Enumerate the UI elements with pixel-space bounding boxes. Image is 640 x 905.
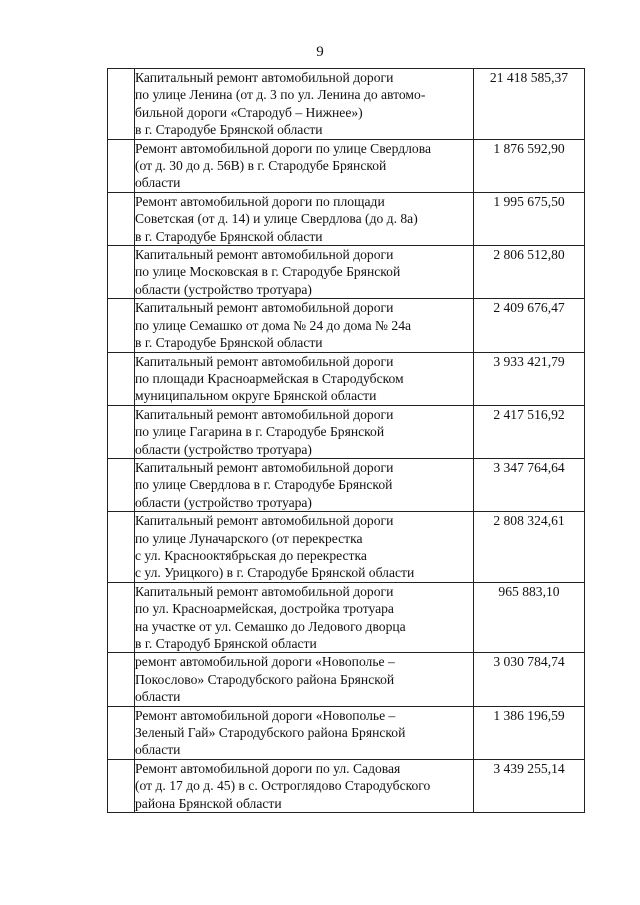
description-cell: [135, 246, 474, 299]
row-number-cell: [108, 69, 135, 140]
row-number-cell: [108, 759, 135, 812]
description-line: Капитальный ремонт автомобильной дороги: [135, 459, 394, 475]
description-line: муниципальном округе Брянской области: [135, 388, 377, 404]
amount-cell: 1 995 675,50: [474, 192, 585, 245]
description-line: по площади Красноармейская в Стародубском: [135, 370, 404, 386]
row-number-cell: [108, 299, 135, 352]
row-number-cell: [108, 192, 135, 245]
description-cell: [135, 653, 474, 706]
row-number-cell: [108, 458, 135, 511]
description-line: Капитальный ремонт автомобильной дороги: [135, 583, 394, 599]
amount-cell: 2 409 676,47: [474, 299, 585, 352]
description-line: в г. Стародуб Брянской области: [135, 636, 317, 651]
description-cell: [135, 352, 474, 405]
description-line: (от д. 17 до д. 45) в с. Остроглядово Стародубского: [135, 778, 431, 794]
description-cell: [135, 139, 474, 192]
row-number-cell: [108, 139, 135, 192]
row-number-cell: [108, 246, 135, 299]
description-line: Капитальный ремонт автомобильной дороги: [135, 300, 394, 316]
description-line: Ремонт автомобильной дороги по ул. Садовая: [135, 760, 401, 776]
amount-cell: 1 386 196,59: [474, 706, 585, 759]
table-row: [108, 299, 585, 352]
description-line: Капитальный ремонт автомобильной дороги: [135, 406, 394, 422]
description-line: Ремонт автомобильной дороги по улице Свердлова: [135, 140, 431, 156]
table-row: [108, 653, 585, 706]
description-cell: [135, 192, 474, 245]
description-line: области (устройство тротуара): [135, 494, 312, 510]
row-number-cell: [108, 512, 135, 583]
amount-cell: 3 439 255,14: [474, 759, 585, 812]
description-line: по улице Гагарина в г. Стародубе Брянской: [135, 424, 385, 440]
description-cell: [135, 759, 474, 812]
description-line: по ул. Красноармейская, достройка тротуара: [135, 601, 394, 617]
amount-cell: 21 418 585,37: [474, 69, 585, 140]
description-line: по улице Ленина (от д. 3 по ул. Ленина до автомо-: [135, 87, 426, 103]
description-line: Капитальный ремонт автомобильной дороги: [135, 70, 394, 85]
amount-cell: 2 806 512,80: [474, 246, 585, 299]
description-line: Советская (от д. 14) и улице Свердлова (до д. 8а): [135, 211, 418, 227]
row-number-cell: [108, 582, 135, 653]
table-row: [108, 582, 585, 653]
amount-cell: 2 417 516,92: [474, 405, 585, 458]
description-cell: [135, 458, 474, 511]
description-cell: [135, 582, 474, 653]
description-line: Капитальный ремонт автомобильной дороги: [135, 247, 394, 263]
description-line: Капитальный ремонт автомобильной дороги: [135, 353, 394, 369]
description-line: по улице Свердлова в г. Стародубе Брянской: [135, 477, 393, 493]
description-cell: [135, 405, 474, 458]
description-line: области: [135, 689, 181, 705]
description-line: Ремонт автомобильной дороги «Новополье –: [135, 707, 396, 723]
amount-cell: 965 883,10: [474, 582, 585, 653]
description-cell: [135, 512, 474, 583]
description-line: с ул. Краснооктябрьская до перекрестка: [135, 547, 367, 563]
description-line: по улице Луначарского (от перекрестка: [135, 530, 363, 546]
amount-cell: 3 347 764,64: [474, 458, 585, 511]
table-row: [108, 352, 585, 405]
table-row: [108, 706, 585, 759]
page-number: 9: [316, 44, 324, 60]
table-row: [108, 458, 585, 511]
description-line: с ул. Урицкого) в г. Стародубе Брянской области: [135, 565, 415, 581]
description-cell: [135, 299, 474, 352]
table-row: [108, 759, 585, 812]
table-row: [108, 405, 585, 458]
amount-cell: 3 030 784,74: [474, 653, 585, 706]
description-line: ремонт автомобильной дороги «Новополье –: [135, 654, 395, 670]
table-row: [108, 192, 585, 245]
row-number-cell: [108, 706, 135, 759]
table-row: [108, 246, 585, 299]
description-line: бильной дороги «Стародуб – Нижнее»): [135, 104, 363, 120]
description-line: в г. Стародубе Брянской области: [135, 228, 323, 244]
description-line: района Брянской области: [135, 795, 282, 811]
description-line: Ремонт автомобильной дороги по площади: [135, 193, 385, 209]
description-line: (от д. 30 до д. 56В) в г. Стародубе Брянской: [135, 158, 387, 174]
row-number-cell: [108, 653, 135, 706]
table-row: [108, 69, 585, 140]
description-line: области: [135, 175, 181, 191]
expenditure-table: [107, 68, 585, 813]
description-line: по улице Московская в г. Стародубе Брянской: [135, 264, 401, 280]
description-cell: [135, 69, 474, 140]
description-line: Зеленый Гай» Стародубского района Брянской: [135, 725, 406, 741]
description-line: области: [135, 742, 181, 758]
description-line: области (устройство тротуара): [135, 281, 312, 297]
description-line: в г. Стародубе Брянской области: [135, 335, 323, 351]
table-body: [108, 69, 585, 813]
description-cell: [135, 706, 474, 759]
description-line: на участке от ул. Семашко до Ледового дворца: [135, 618, 406, 634]
description-line: в г. Стародубе Брянской области: [135, 122, 323, 138]
table-row: [108, 512, 585, 583]
row-number-cell: [108, 405, 135, 458]
table-row: [108, 139, 585, 192]
description-line: Капитальный ремонт автомобильной дороги: [135, 513, 394, 529]
amount-cell: 2 808 324,61: [474, 512, 585, 583]
amount-cell: 3 933 421,79: [474, 352, 585, 405]
description-line: области (устройство тротуара): [135, 441, 312, 457]
amount-cell: 1 876 592,90: [474, 139, 585, 192]
description-line: по улице Семашко от дома № 24 до дома № 24а: [135, 317, 412, 333]
row-number-cell: [108, 352, 135, 405]
description-line: Покослово» Стародубского района Брянской: [135, 671, 395, 687]
